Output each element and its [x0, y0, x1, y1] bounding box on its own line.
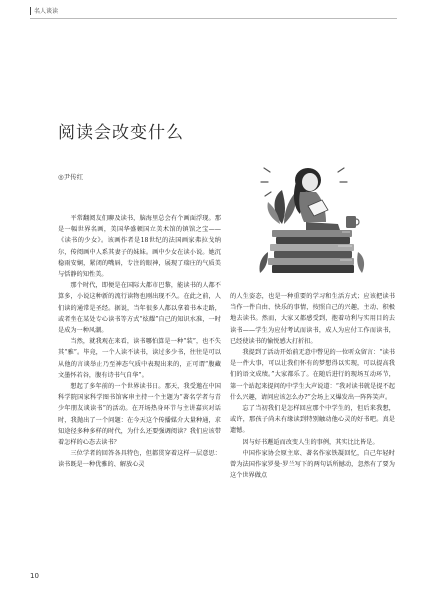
- paragraph: 当然，就我观在来看，读书哪怕算是一种“装”，也不失其“雅”。毕竟，一个人读不读书，读过多少书，往往是可以从他的言谈举止乃至神态气质中表现出来的，正可谓“腹藏文墨怀若谷，腹有诗书气自华”。: [58, 338, 221, 379]
- article-byline: ◎尹传红: [58, 173, 84, 181]
- page-number: 10: [30, 572, 39, 580]
- paragraph: 因与好书邂逅而改变人生的事例，其实比比皆是。: [242, 438, 379, 446]
- paragraph: 的人生姿态，也是一种重要的学习和生活方式；应该把读书当作一件自由、快乐的事情，按照自己的兴趣，主动、积极地去读书。然而，大家又都感受到，抱着功利与实用目的去读书——学生为应付考试而读书，成人为应付工作而读书，已经使读书的愉悦感大打折扣。: [230, 293, 395, 345]
- paragraph: 那个时代，即便是在国际大都市巴黎，能读书的人都不算多，小说这种新的流行读物也刚出现不久。在此之前，人们读的通常是圣经。据说，当年很多人都以拿着书本走路，或者坐在某处专心读书等方式“炫耀”自己的知识水准，一时是成为一种风潮。: [58, 282, 221, 335]
- paragraph: 忘了当初我们是怎样回应那个中学生的，但后来我想，或许，那孩子尚未有缘读到特别触动他心灵的好书吧。真是遗憾。: [230, 405, 395, 435]
- article-left-column: [58, 213, 221, 471]
- header-rule: [30, 18, 397, 19]
- paragraph: 想起了多年前的一个世界读书日。那天，我受邀在中国科学院国家科学图书馆客串主持一个主题为“著名学者与青少年朋友谈读书”的活动。在开场热身环节与主讲嘉宾对话时，我抛出了一个问题：在今天这个传播媒介大量种通，求知途径多种多样的时代，为什么还要强调阅读？我们应该带着怎样的心态去读书？: [58, 383, 221, 447]
- section-label: 名人谈读: [34, 8, 59, 15]
- paragraph: 平常翻阅友们聊及读书，脑海里总会有个画面浮现。那是一幅世界名画，美国华盛顿国立美术馆的镇馆之宝——《读书的少女》。该画作者是18世纪的法国画家弗拉戈纳尔，传阅画中人系其妻子的妹妹。画中少女在读小说。她沉稳雨安娴，紧闭的嘴唇，专注的眼神，展现了瑞庄的气质美与恬静的知性美。: [58, 215, 221, 279]
- article-title: 阅读会改变什么: [58, 123, 184, 143]
- header-divider: [30, 7, 31, 15]
- reading-girl-illustration: [242, 152, 382, 277]
- section-header: [30, 6, 58, 15]
- paragraph: 我提到了活动开始前无意中瞥见的一位听众留言：“读书是一件大事，可以让我们怀有的梦想得以实现，可以提高我们的语文成绩。”大家都乐了。在随后进行的现场互动环节，第一个站起来提问的中学生大声说道：“我对读书就是提不起什么兴趣，请问应该怎么办?”会场上又爆发出一阵阵笑声。: [230, 349, 395, 401]
- paragraph: 中国作家协会原主席、著名作家铁凝回忆，自己年轻时曾为法国作家罗曼·罗兰写下的两句话所撼动，忽然有了要为这个世界做点: [230, 449, 395, 480]
- paragraph: 三位学者的回答各具特色，但都贯穿着这样一层意思：读书既是一种优雅的、解放心灵: [58, 450, 221, 469]
- book-stack-illustration-icon: [242, 152, 382, 277]
- article-right-column: [230, 291, 395, 481]
